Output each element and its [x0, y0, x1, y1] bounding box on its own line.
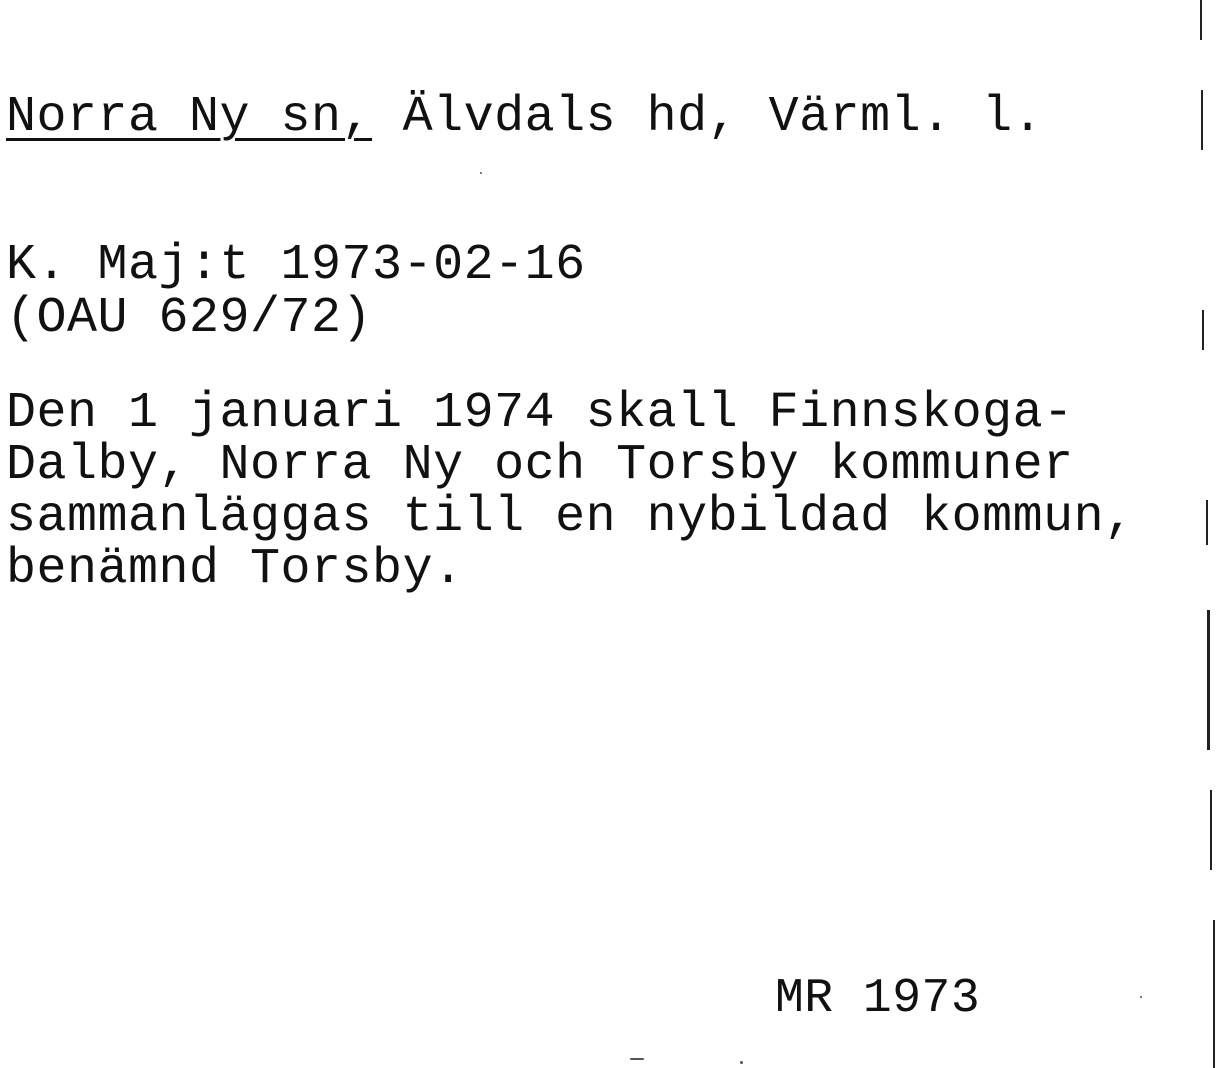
scan-speck	[740, 1061, 743, 1064]
card-edge-mark	[1207, 610, 1210, 750]
card-heading	[6, 89, 1044, 146]
body-line: benämnd Torsby.	[6, 541, 464, 598]
card-edge-mark	[1206, 500, 1208, 545]
district-county: Älvdals hd, Värml. l.	[372, 89, 1044, 146]
card-body-text	[6, 385, 1186, 598]
body-line: Den 1 januari 1974 skall Finnskoga-	[6, 385, 1074, 442]
card-edge-mark	[1200, 0, 1202, 40]
scan-speck	[480, 172, 482, 174]
decision-date-line: K. Maj:t 1973-02-16	[6, 237, 586, 294]
scan-speck	[630, 1058, 644, 1060]
body-line: Dalby, Norra Ny och Torsby kommuner	[6, 437, 1074, 494]
reference-number-line: (OAU 629/72)	[6, 290, 373, 347]
parish-name: Norra Ny sn,	[6, 89, 373, 146]
card-edge-mark	[1202, 310, 1204, 350]
card-edge-mark	[1213, 920, 1215, 1068]
scan-speck	[1140, 996, 1142, 998]
date-stamp: MR 1973	[775, 972, 981, 1026]
card-edge-mark	[1210, 790, 1212, 870]
card-edge-mark	[1201, 90, 1203, 150]
body-line: sammanläggas till en nybildad kommun,	[6, 489, 1135, 546]
